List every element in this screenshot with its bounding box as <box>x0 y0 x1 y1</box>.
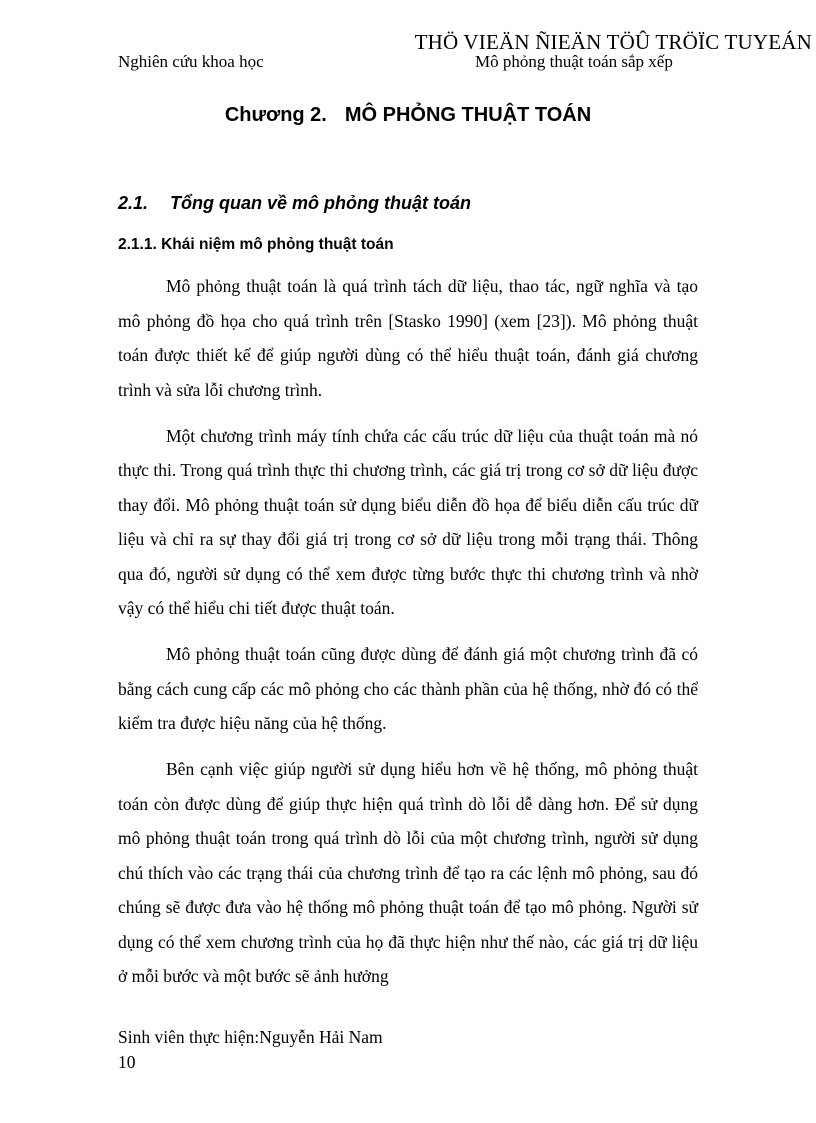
section-title <box>118 193 471 214</box>
paragraph-3: Mô phỏng thuật toán cũng được dùng để đánh giá một chương trình đã có bằng cách cung cấp các mô phỏng cho các thành phần của hệ thống, nhờ đó có thể kiểm tra được hiệu năng của hệ thống. <box>118 644 698 733</box>
body-text <box>118 269 698 1005</box>
footer-author: Sinh viên thực hiện:Nguyễn Hải Nam <box>118 1027 383 1047</box>
paragraph-4: Bên cạnh việc giúp người sử dụng hiểu hơn về hệ thống, mô phỏng thuật toán còn được dùng để giúp thực hiện quá trình dò lỗi dễ dàng hơn. Để sử dụng mô phỏng thuật toán trong quá trình dò lỗi của một chương trình, người sử dụng chú thích vào các trạng thái của chương trình để tạo ra các lệnh mô phỏng, sau đó chúng sẽ được đưa vào hệ thống mô phỏng thuật toán để tạo mô phỏng. Người sử dụng có thể xem chương trình của họ đã thực hiện như thế nào, các giá trị dữ liệu ở mỗi bước và một bước sẽ ảnh hưởng <box>118 759 698 986</box>
header-right-text: Mô phỏng thuật toán sắp xếp <box>475 52 673 71</box>
header-left-text: Nghiên cứu khoa học <box>118 52 264 71</box>
subsection-title: 2.1.1. Khái niệm mô phỏng thuật toán <box>118 236 394 253</box>
chapter-title <box>0 104 816 127</box>
section-title-text: Tổng quan về mô phỏng thuật toán <box>170 193 471 213</box>
chapter-number: Chương 2. <box>224 104 327 126</box>
watermark-text: THÖ VIEÄN ÑIEÄN TÖÛ TRÖÏC TUYEÁN <box>414 30 812 54</box>
section-number: 2.1. <box>118 193 149 213</box>
paragraph-2: Một chương trình máy tính chứa các cấu trúc dữ liệu của thuật toán mà nó thực thi. Trong quá trình thực thi chương trình, các giá trị trong cơ sở dữ liệu được thay đổi. Mô phỏng thuật toán sử dụng biểu diễn đồ họa để biểu diễn cấu trúc dữ liệu và chỉ ra sự thay đổi giá trị trong cơ sở dữ liệu trong mỗi trạng thái. Thông qua đó, người sử dụng có thể xem được từng bước thực thi chương trình và nhờ vậy có thể hiểu chi tiết được thuật toán. <box>118 425 698 618</box>
chapter-title-text: MÔ PHỎNG THUẬT TOÁN <box>344 104 592 126</box>
paragraph-1: Mô phỏng thuật toán là quá trình tách dữ liệu, thao tác, ngữ nghĩa và tạo mô phỏng đồ họa cho quá trình trên [Stasko 1990] (xem [23]). Mô phỏng thuật toán được thiết kế để giúp người dùng có thể hiểu thuật toán, đánh giá chương trình và sửa lỗi chương trình. <box>118 276 698 400</box>
page-number: 10 <box>118 1052 136 1072</box>
